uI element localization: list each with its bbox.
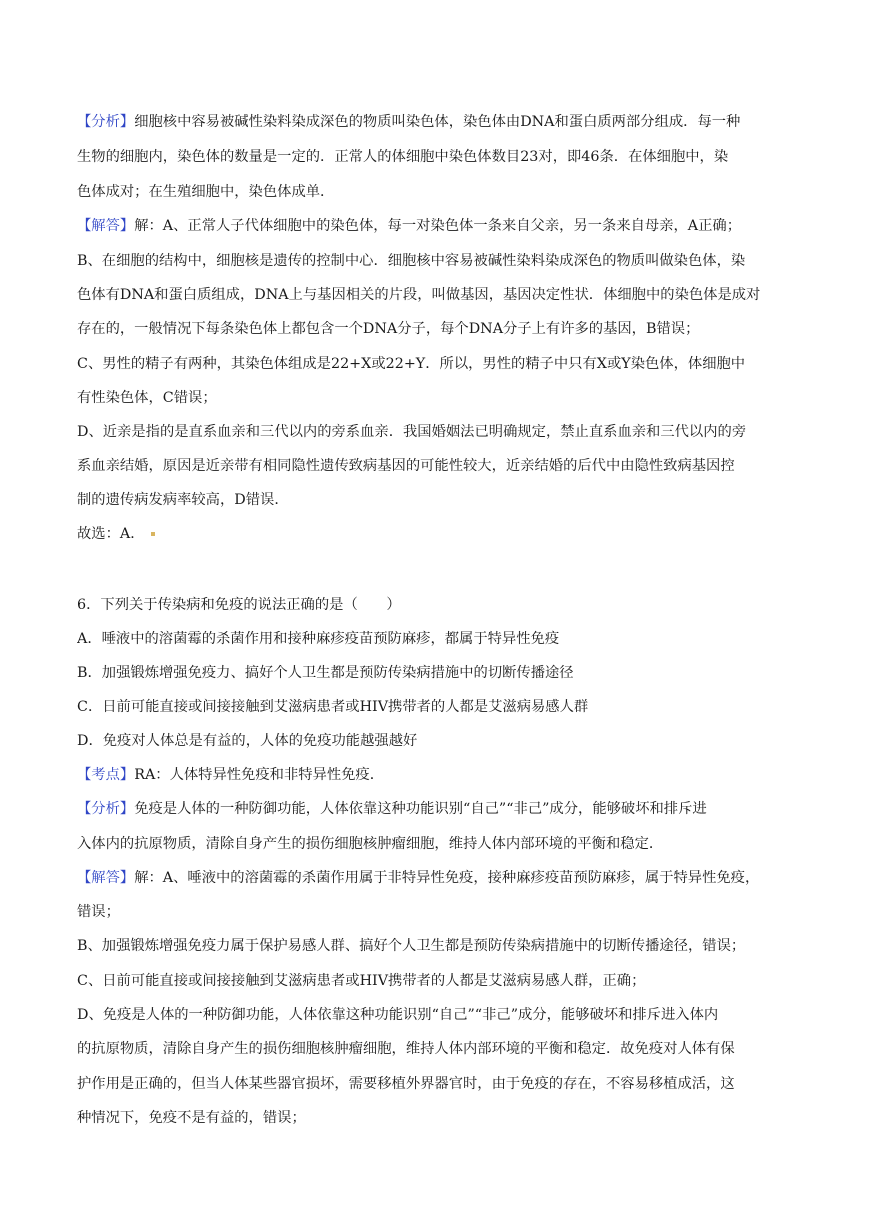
answer-line-4: 存在的，一般情况下每条染色体上都包含一个DNA分子，每个DNA分子上有许多的基因，B错误； xyxy=(77,321,700,337)
choice-line xyxy=(77,525,799,543)
q6-answer-line-6: 的抗原物质，清除自身产生的损伤细胞核肿瘤细胞，维持人体内部环境的平衡和稳定．故免疫对人体有保 xyxy=(77,1041,735,1057)
q6-analysis-line-2: 入体内的抗原物质，清除自身产生的损伤细胞核肿瘤细胞，维持人体内部环境的平衡和稳定． xyxy=(77,836,664,852)
answer-line-3: 色体有DNA和蛋白质组成，DNA上与基因相关的片段，叫做基因，基因决定性状．体细胞中的染色体是成对 xyxy=(77,287,761,303)
answer-line-9: 制的遗传病发病率较高，D错误． xyxy=(77,492,289,508)
answer-line-2: B、在细胞的结构中，细胞核是遗传的控制中心．细胞核中容易被碱性染料染成深色的物质叫做染色体，染 xyxy=(77,253,746,269)
point-tag: 【考点】 xyxy=(77,767,135,783)
option-c: C．日前可能直接或间接接触到艾滋病患者或HIV携带者的人都是艾滋病易感人群 xyxy=(77,699,589,715)
option-b: B．加强锻炼增强免疫力、搞好个人卫生都是预防传染病措施中的切断传播途径 xyxy=(77,665,574,681)
q6-answer-line-5: D、免疫是人体的一种防御功能，人体依靠这种功能识别“自己”“非己”成分，能够破坏和排斥进入体内 xyxy=(77,1007,719,1023)
choice-text: 故选：A． xyxy=(77,526,145,542)
answer-tag: 【解答】 xyxy=(77,218,135,234)
q6-analysis-line-1 xyxy=(77,800,799,818)
option-a: A．唾液中的溶菌霉的杀菌作用和接种麻疹疫苗预防麻疹，都属于特异性免疫 xyxy=(77,631,560,647)
q6-analysis-text: 免疫是人体的一种防御功能，人体依靠这种功能识别“自己”“非己”成分，能够破坏和排斥进 xyxy=(134,801,707,817)
q6-answer-tag: 【解答】 xyxy=(77,870,135,886)
q6-answer-line-1 xyxy=(77,869,799,887)
q6-answer-line-2: 错误； xyxy=(77,904,120,920)
option-d: D．免疫对人体总是有益的，人体的免疫功能越强越好 xyxy=(77,733,418,749)
q6-answer-line-3: B、加强锻炼增强免疫力属于保护易感人群、搞好个人卫生都是预防传染病措施中的切断传播途径，错误； xyxy=(77,938,746,954)
analysis-line-1 xyxy=(77,113,799,131)
q6-answer-line-7: 护作用是正确的，但当人体某些器官损坏，需要移植外界器官时，由于免疫的存在，不容易移植成活，这 xyxy=(77,1076,735,1092)
decorative-dot xyxy=(151,532,155,536)
answer-line-7: D、近亲是指的是直系血亲和三代以内的旁系血亲．我国婚姻法已明确规定，禁止直系血亲和三代以内的旁 xyxy=(77,424,747,440)
answer-text: 解：A、正常人子代体细胞中的染色体，每一对染色体一条来自父亲，另一条来自母亲，A正确； xyxy=(134,218,742,234)
point-line xyxy=(77,766,799,784)
answer-line-8: 系血亲结婚，原因是近亲带有相同隐性遗传致病基因的可能性较大，近亲结婚的后代中由隐性致病基因控 xyxy=(77,458,735,474)
analysis-line-2: 生物的细胞内，染色体的数量是一定的．正常人的体细胞中染色体数目23对，即46条．在体细胞中，染 xyxy=(77,149,729,165)
analysis-text: 细胞核中容易被碱性染料染成深色的物质叫染色体，染色体由DNA和蛋白质两部分组成．每一种 xyxy=(134,114,741,130)
answer-line-5: C、男性的精子有两种，其染色体组成是22+X或22+Y．所以，男性的精子中只有X或Y染色体，体细胞中 xyxy=(77,356,746,372)
analysis-tag: 【分析】 xyxy=(77,114,135,130)
answer-line-6: 有性染色体，C错误； xyxy=(77,390,217,406)
q6-analysis-tag: 【分析】 xyxy=(77,801,135,817)
point-text: RA：人体特异性免疫和非特异性免疫． xyxy=(134,767,385,783)
analysis-line-3: 色体成对；在生殖细胞中，染色体成单． xyxy=(77,184,335,200)
q6-answer-text: 解：A、唾液中的溶菌霉的杀菌作用属于非特异性免疫，接种麻疹疫苗预防麻疹，属于特异性免疫， xyxy=(134,870,760,886)
question-stem: 6．下列关于传染病和免疫的说法正确的是（ ） xyxy=(77,597,401,613)
answer-line-1 xyxy=(77,217,799,235)
q6-answer-line-8: 种情况下，免疫不是有益的，错误； xyxy=(77,1110,306,1126)
q6-answer-line-4: C、日前可能直接或间接接触到艾滋病患者或HIV携带者的人都是艾滋病易感人群，正确； xyxy=(77,973,646,989)
